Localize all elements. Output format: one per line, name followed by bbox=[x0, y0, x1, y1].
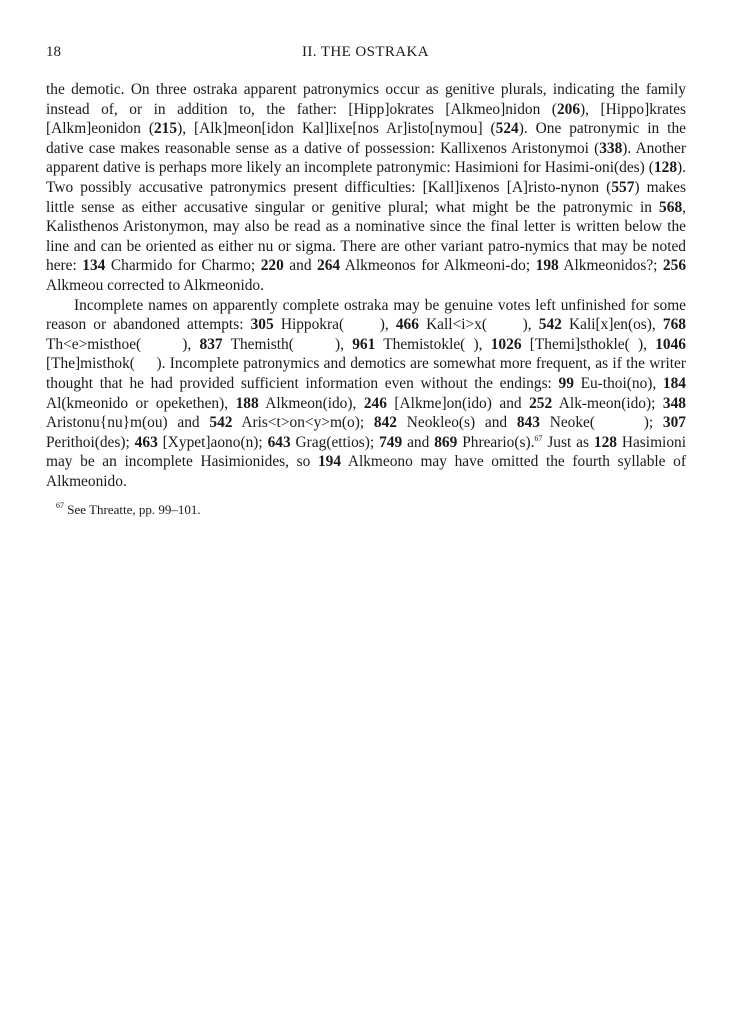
paragraph-1: the demotic. On three ostraka apparent patronymics occur as genitive plurals, indicating the family instead of, or in addition to, the father: [Hipp]okrates [Alkmeo]nidon (206), [Hippo]krates [Alkm]eonidon (215), [Alk]meon[idon Kal]lixe[nos Ar]isto[nymou] (524). One patronymic in the dative case makes reasonable sense as a dative of possession: Kallixenos Aristonymoi (338). Another apparent dative is perhaps more likely an incomplete patronymic: Hasimioni for Hasimi-oni(des) (128). Two possibly accusative patronymics present difficulties: [Kall]ixenos [A]risto-nynon (557) makes little sense as either accusative singular or genitive plural; what might be the patronymic in 568, Kalisthenos Aristonymon, may also be read as a nominative since the final letter is written below the line and can be oriented as either nu or sigma. There are other variant patro-nymics that may be noted here: 134 Charmido for Charmo; 220 and 264 Alkmeonos for Alkmeoni-do; 198 Alkmeonidos?; 256 Alkmeou corrected to Alkmeonido. bbox=[46, 81, 687, 294]
running-head: II. THE OSTRAKA bbox=[302, 44, 429, 60]
footnote-67 bbox=[46, 502, 686, 518]
paragraph-2: Incomplete names on apparently complete ostraka may be genuine votes left unfinished for some reason or abandoned attempts: 305 Hippokra( ), 466 Kall<i>x( ), 542 Kali[x]en(os), 768 Th<e>misthoe( ), 837 Themisth( ), 961 Themistokle( ), 1026 [Themi]sthokle( ), 1046 [The]misthok( ). Incomplete patronymics and demotics are somewhat more frequent, as if the writer thought that he had provided sufficient information even without the endings: 99 Eu-thoi(no), 184 Al(kmeonido or opekethen), 188 Alkmeon(ido), 246 [Alkme]on(ido) and 252 Alk-meon(ido); 348 Aristonu{nu}m(ou) and 542 Aris<t>on<y>m(o); 842 Neokleo(s) and 843 Neoke( ); 307 Perithoi(des); 463 [Xypet]aono(n); 643 Grag(ettios); 749 and 869 Phreario(s).$^{67}$ Just as 128 Hasimioni may be an incomplete Hasimionides, so 194 Alkmeono may have omitted the fourth syllable of Alkmeonido. bbox=[46, 296, 686, 490]
footnote-number: 67 bbox=[56, 501, 64, 510]
page-number: 18 bbox=[46, 44, 61, 60]
body-text bbox=[46, 80, 686, 491]
footnotes bbox=[46, 502, 686, 518]
footnote-text: See Threatte, pp. 99–101. bbox=[67, 502, 201, 517]
